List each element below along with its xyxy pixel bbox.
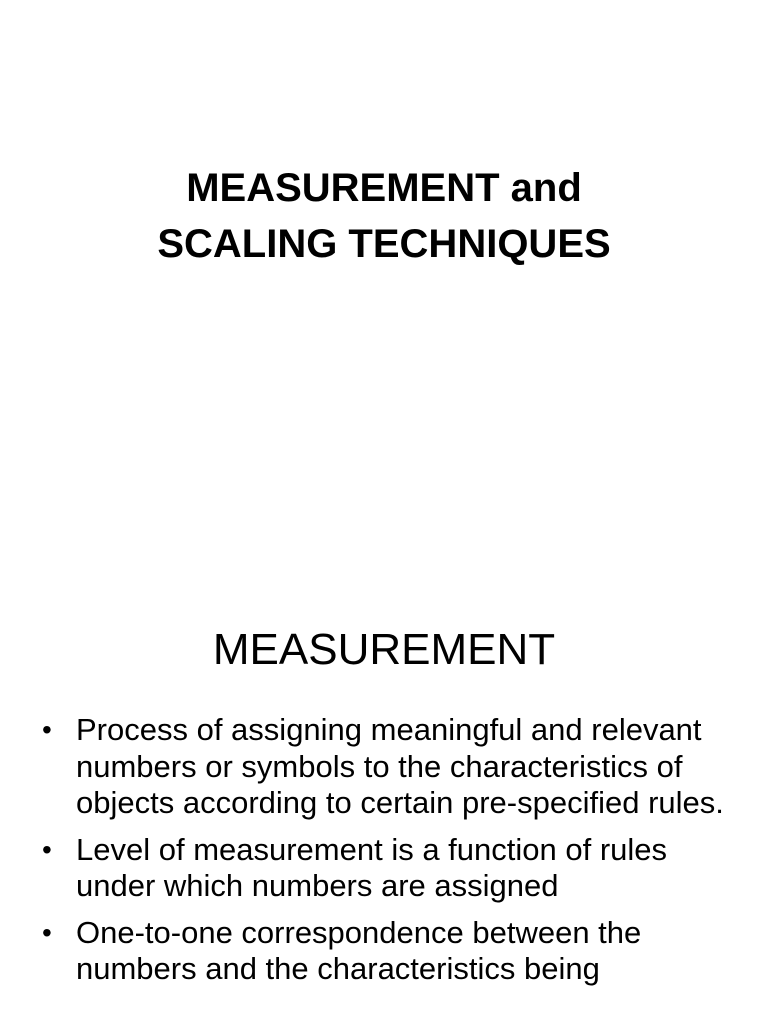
- bullet-dot-icon: •: [42, 833, 52, 865]
- bullet-item: [42, 712, 742, 822]
- title-slide-heading: [0, 160, 768, 272]
- bullet-dot-icon: •: [42, 916, 52, 948]
- title-line-2: SCALING TECHNIQUES: [157, 222, 611, 266]
- bullet-item: [42, 832, 742, 905]
- measurement-slide-title: MEASUREMENT: [212, 625, 556, 674]
- measurement-slide: [0, 576, 768, 1024]
- bullet-text: One-to-one correspondence between the numbers and the characteristics being: [76, 914, 642, 986]
- bullet-text: Level of measurement is a function of rules under which numbers are assigned: [76, 831, 668, 903]
- bullet-list: [42, 712, 742, 998]
- bullet-dot-icon: •: [42, 714, 52, 745]
- bullet-text: Process of assigning meaningful and relevant numbers or symbols to the characteristics of objects according to certain pre-specified rules.: [76, 712, 724, 820]
- bullet-item: [42, 915, 742, 988]
- title-line-1: MEASUREMENT and: [186, 166, 582, 210]
